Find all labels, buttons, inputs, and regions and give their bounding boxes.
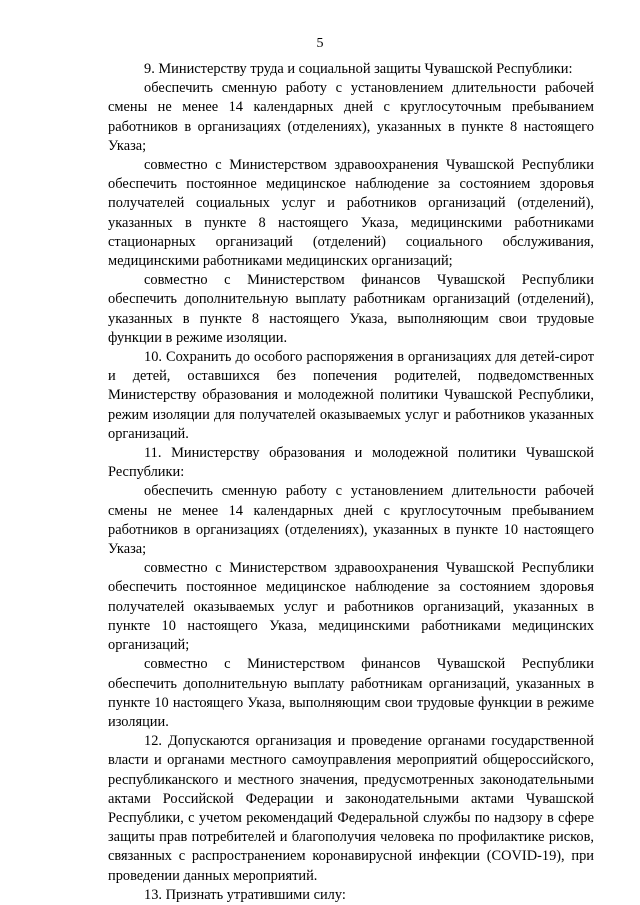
paragraph-11-item-1: обеспечить сменную работу с установлением длительности рабочей смены не менее 14 календарных дней с круглосуточным пребыванием работников в организациях (отделениях), указанных в пункте 10 настоящего Указа; [108, 483, 594, 558]
paragraph-11-item-2: совместно с Министерством здравоохранения Чувашской Республики обеспечить постоянное медицинское наблюдение за состоянием здоровья получателей оказываемых услуг и работников организаций, указанных в пункте 10 настоящего Указа, медицинскими работниками медицинских организаций; [108, 560, 594, 654]
paragraph-11-item-3: совместно с Министерством финансов Чувашской Республики обеспечить дополнительную выплату работникам организаций, указанных в пункте 10 настоящего Указа, выполняющим свои трудовые функции в режиме изоляции. [108, 656, 594, 730]
paragraph-9-item-2: совместно с Министерством здравоохранения Чувашской Республики обеспечить постоянное медицинское наблюдение за состоянием здоровья получателей социальных услуг и работников организаций (отделений), указанных в пункте 8 настоящего Указа, медицинскими работниками стационарных организаций (отделений) социального обслуживания, медицинскими работниками медицинских организаций; [108, 157, 594, 270]
paragraph-12: 12. Допускаются организация и проведение органами государственной власти и органами местного самоуправления мероприятий общероссийского, республиканского и местного значения, предусмотренных законодательными актами Российской Федерации и законодательными актами Чувашской Республики, с учетом рекомендаций Федеральной службы по надзору в сфере защиты прав потребителей и благополучия человека по профилактике рисков, связанных с распространением коронавирусной инфекции (COVID-19), при проведении данных мероприятий. [108, 733, 594, 884]
paragraph-9-item-1: обеспечить сменную работу с установлением длительности рабочей смены не менее 14 календарных дней с круглосуточным пребыванием работников в организациях (отделениях), указанных в пункте 8 настоящего Указа; [108, 80, 594, 154]
page-number: 5 [316, 36, 324, 51]
document-body [108, 60, 594, 905]
paragraph-10: 10. Сохранить до особого распоряжения в организациях для детей-сирот и детей, оставшихся без попечения родителей, подведомственных Министерству образования и молодежной политики Чувашской Республики, режим изоляции для получателей оказываемых услуг и работников указанных организаций. [108, 349, 594, 442]
paragraph-9: 9. Министерству труда и социальной защиты Чувашской Республики: [144, 61, 573, 77]
paragraph-11: 11. Министерству образования и молодежной политики Чувашской Республики: [108, 445, 594, 481]
paragraph-9-item-3: совместно с Министерством финансов Чувашской Республики обеспечить дополнительную выплату работникам организаций (отделений), указанных в пункте 8 настоящего Указа, выполняющим свои трудовые функции в режиме изоляции. [108, 272, 594, 346]
paragraph-13: 13. Признать утратившими силу: [144, 886, 346, 903]
